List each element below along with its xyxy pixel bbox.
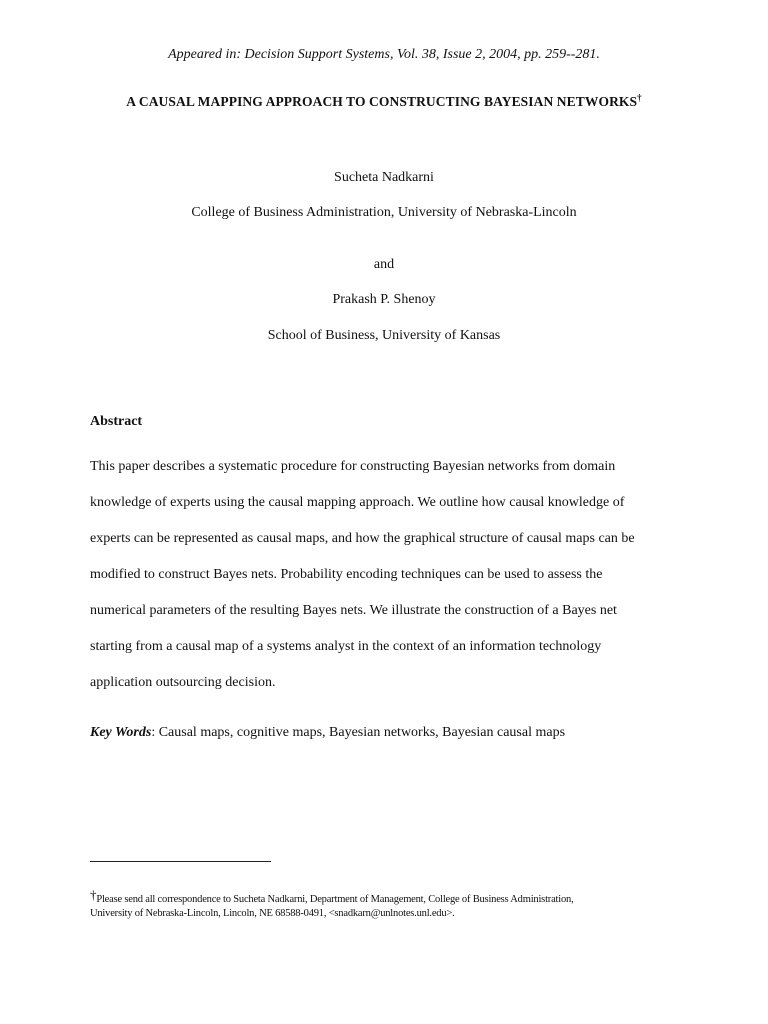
footnote-text: Please send all correspondence to Sucheta Nadkarni, Department of Management, College of Business Administration,: [96, 894, 574, 905]
keywords-text: Causal maps, cognitive maps, Bayesian networks, Bayesian causal maps: [155, 725, 566, 740]
footnote-mark: †: [90, 887, 97, 902]
footnote-divider: [90, 861, 271, 862]
publication-citation: Appeared in: Decision Support Systems, Vol. 38, Issue 2, 2004, pp. 259--281.: [168, 47, 600, 62]
abstract-line: knowledge of experts using the causal mapping approach. We outline how causal knowledge of: [90, 495, 625, 510]
abstract-line: modified to construct Bayes nets. Probability encoding techniques can be used to assess the: [90, 567, 603, 582]
paper-title: [0, 94, 768, 110]
author-conjunction: and: [373, 257, 395, 272]
abstract-line: application outsourcing decision.: [90, 675, 276, 690]
author-name: Sucheta Nadkarni: [334, 170, 434, 185]
footnote: [90, 888, 690, 921]
paper-title-text: A CAUSAL MAPPING APPROACH TO CONSTRUCTING BAYESIAN NETWORKS: [126, 94, 638, 109]
footnote-line: University of Nebraska-Lincoln, Lincoln, NE 68588-0491, <snadkarn@unlnotes.unl.edu>.: [90, 908, 455, 919]
abstract-line: This paper describes a systematic procedure for constructing Bayesian networks from domain: [90, 459, 616, 474]
abstract-body: [90, 455, 690, 707]
abstract-line: starting from a causal map of a systems analyst in the context of an information technology: [90, 639, 602, 654]
abstract-line: numerical parameters of the resulting Bayes nets. We illustrate the construction of a Bayes net: [90, 603, 617, 618]
author-affiliation: School of Business, University of Kansas: [267, 328, 501, 343]
title-footnote-mark: †: [637, 92, 642, 103]
abstract-line: experts can be represented as causal maps, and how the graphical structure of causal maps can be: [90, 531, 635, 546]
abstract-heading: Abstract: [90, 414, 143, 429]
keywords-separator: :: [151, 725, 156, 740]
author-name: Prakash P. Shenoy: [332, 292, 436, 307]
author-affiliation: College of Business Administration, University of Nebraska-Lincoln: [191, 205, 577, 220]
keywords: [90, 725, 565, 741]
keywords-label: Key Words: [90, 725, 152, 740]
footnote-line: [90, 888, 690, 907]
